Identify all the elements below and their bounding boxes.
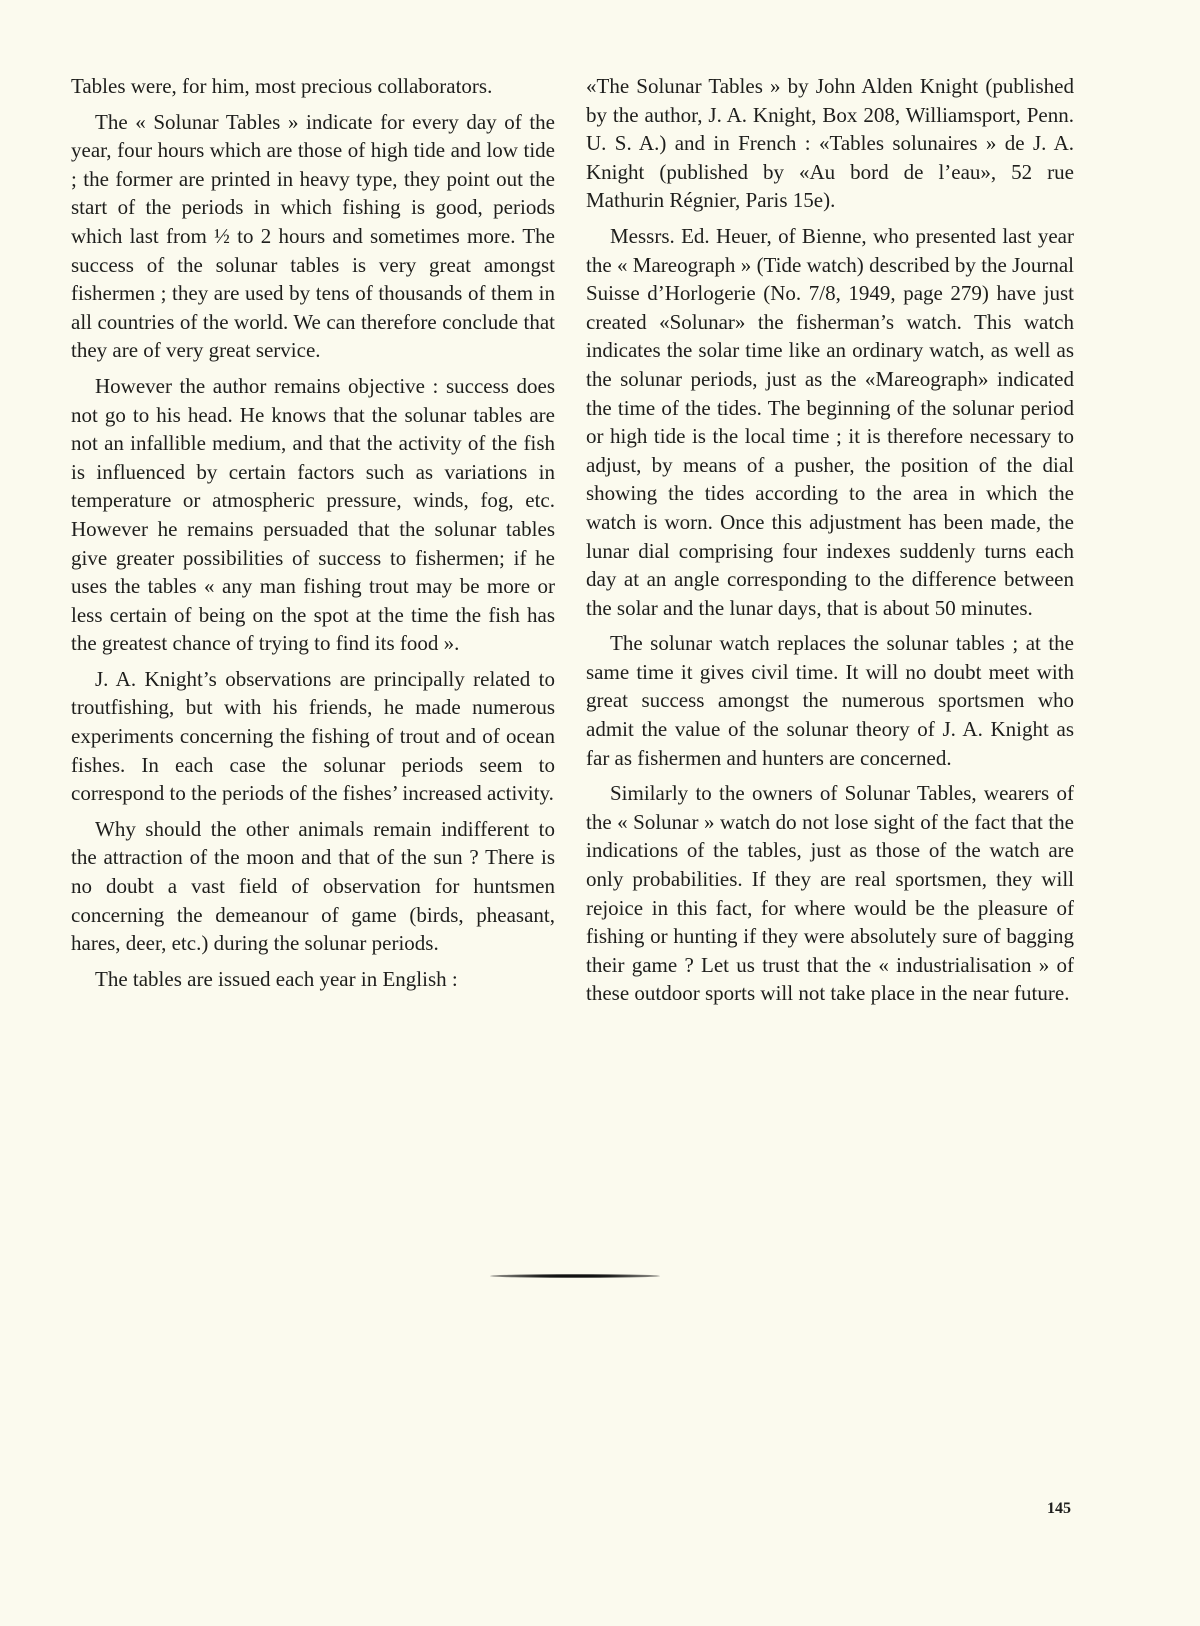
right-column (586, 72, 1074, 1015)
page-number: 145 (1047, 1500, 1071, 1517)
paragraph: However the author remains objective : success does not go to his head. He knows that the solunar tables are not an infallible medium, and that the activity of the fish is influenced by certain factors such as variations in temperature or atmospheric pressure, winds, fog, etc. However he remains persuaded that the solunar tables give greater possibilities of success to fishermen; if he uses the tables « any man fishing trout may be more or less certain of being on the spot at the time the fish has the greatest chance of trying to find its food ». (71, 373, 555, 656)
paragraph: The « Solunar Tables » indicate for every day of the year, four hours which are those of high tide and low tide ; the former are printed in heavy type, they point out the start of the periods in which fishing is good, periods which last from ½ to 2 hours and sometimes more. The success of the solunar tables is very great amongst fishermen ; they are used by tens of thousands of them in all countries of the world. We can therefore conclude that they are of very great service. (71, 109, 555, 363)
paragraph: Messrs. Ed. Heuer, of Bienne, who presented last year the « Mareograph » (Tide watch) described by the Journal Suisse d’Horlogerie (No. 7/8, 1949, page 279) have just created «Solunar» the fisherman’s watch. This watch indicates the solar time like an ordinary watch, as well as the solunar periods, just as the «Mareograph» indicated the time of the tides. The beginning of the solunar period or high tide is the local time ; it is therefore necessary to adjust, by means of a pusher, the position of the dial showing the tides according to the area in which the watch is worn. Once this adjustment has been made, the lunar dial comprising four indexes suddenly turns each day at an angle corresponding to the difference between the solar and the lunar days, that is about 50 minutes. (586, 223, 1074, 620)
left-column (71, 72, 555, 1000)
paragraph: The tables are issued each year in English : (95, 966, 458, 991)
section-divider (490, 1274, 660, 1278)
paragraph: Similarly to the owners of Solunar Tables, wearers of the « Solunar » watch do not lose sight of the fact that the indications of the tables, just as those of the watch are only probabilities. If they are real sportsmen, they will rejoice in this fact, for where would be the pleasure of fishing or hunting if they were absolutely sure of bagging their game ? Let us trust that the « industrialisation » of these outdoor sports will not take place in the near future. (586, 781, 1074, 1006)
paragraph: J. A. Knight’s observations are principally related to troutfishing, but with his friends, he made numerous experiments concerning the fishing of trout and of ocean fishes. In each case the solunar periods seem to correspond to the periods of the fishes’ increased activity. (71, 666, 555, 806)
paragraph: The solunar watch replaces the solunar tables ; at the same time it gives civil time. It will no doubt meet with great success amongst the numerous sportsmen who admit the value of the solunar theory of J. A. Knight as far as fishermen and hunters are concerned. (586, 631, 1074, 770)
paragraph: Tables were, for him, most precious collaborators. (71, 74, 493, 98)
paragraph: «The Solunar Tables » by John Alden Knight (published by the author, J. A. Knight, Box 208, Williamsport, Penn. U. S. A.) and in French : «Tables solunaires » de J. A. Knight (published by «Au bord de l’eau», 52 rue Mathurin Régnier, Paris 15e). (586, 74, 1074, 213)
paragraph: Why should the other animals remain indifferent to the attraction of the moon and that of the sun ? There is no doubt a vast field of observation for huntsmen concerning the demeanour of game (birds, pheasant, hares, deer, etc.) during the solunar periods. (71, 816, 555, 956)
